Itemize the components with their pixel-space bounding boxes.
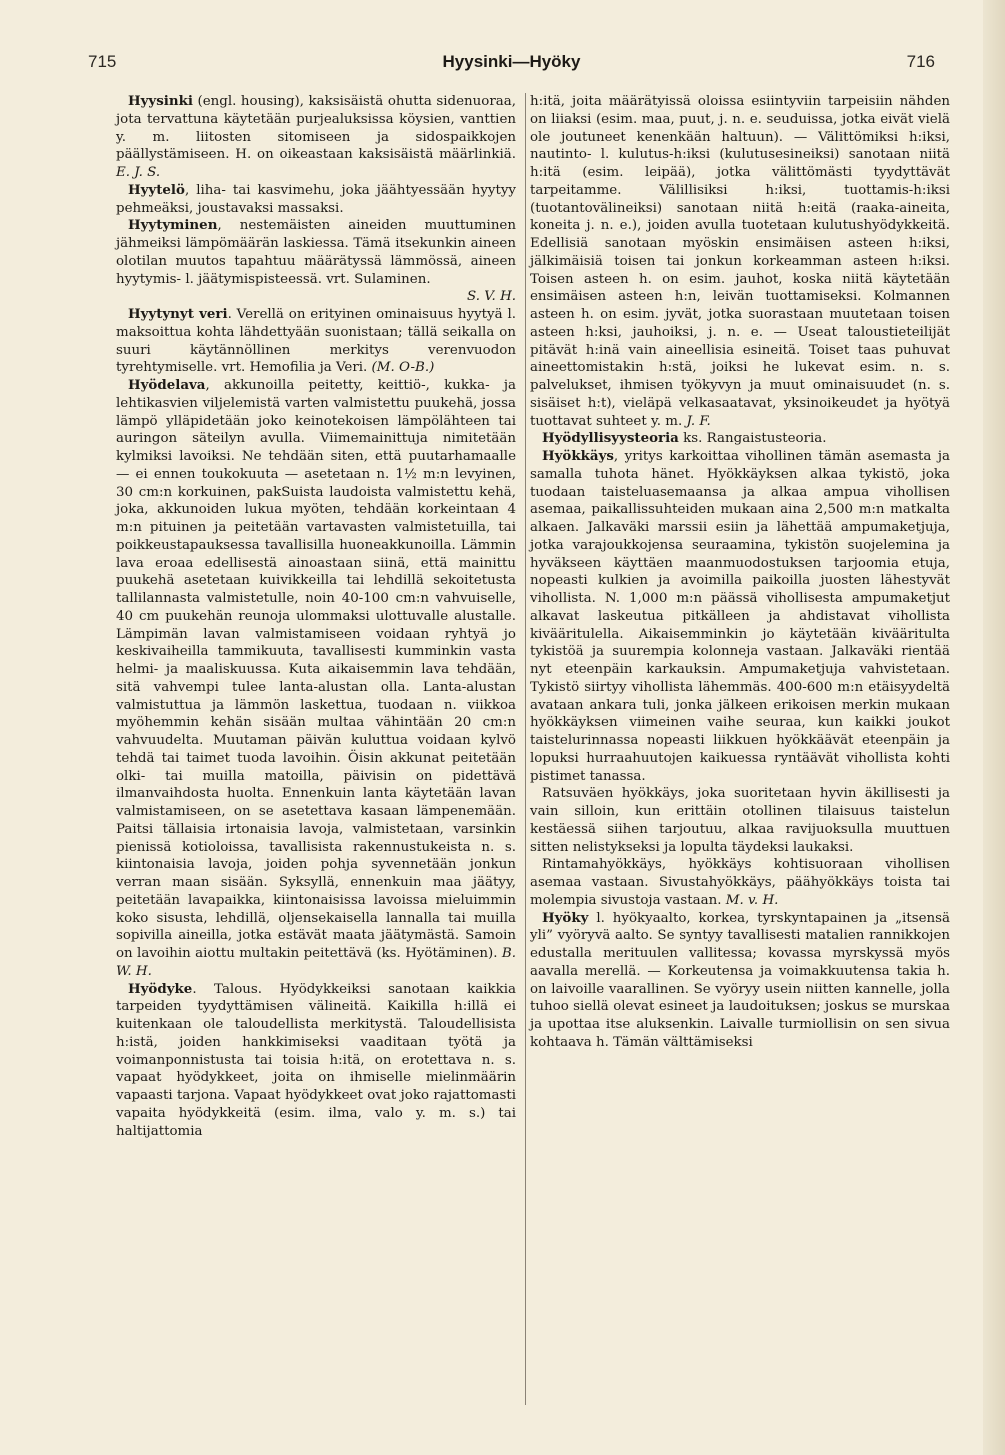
- page-header: [88, 52, 935, 78]
- entry-hyokkays: Hyökkäys, yritys karkoittaa vihollinen tämän asemasta ja samalla tuhota hänet. Hyökkäyksen alkaa tykistö, joka tuodaan taisteluasemaansa ja alkaa ampua vihollisen asemaa, paikallissuhteiden mukaan aina 2,500 m:n matkalta alkaen. Jalkaväki marssii esiin ja lähettää ampumaketjuja, jotka varajoukkojensa seuraamina, tykistön suojelemina ja hyväkseen käyttäen maanmuodostuksen tarjoomia etuja, nopeasti kulkien ja avoimilla paikoilla juosten lähestyvät vihollista. N. 1,000 m:n päässä vihollisesta ampumaketjut alkavat laskeutua pitkälleen ja ahdistavat vihollista kivääritulella. Aikaisemminkin jo käytetään kivääritulta tykistöä ja suurempia kolonneja vastaan. Jalkaväki rientää nyt eteenpäin karkauksin. Ampumaketjuja vahvistetaan. Tykistö siirtyy vihollista lähemmäs. 400-600 m:n etäisyydeltä avataan ankara tuli, jonka jälkeen erikoisen merkin mukaan hyökkäyksen viimeinen vaihe seuraa, kun kaikki joukot taistelurinnassa nopeasti liikkuen hyökkäävät eteenpäin ja lopuksi hurraahuutojen kaikuessa ryntäävät vihollista kohti pistimet tanassa.: [530, 448, 950, 784]
- entry-hyodyke: Hyödyke. Talous. Hyödykkeiksi sanotaan kaikkia tarpeiden tyydyttämisen välineitä. Kaikilla h:illä ei kuitenkaan ole taloudellista merkitystä. Taloudellisista h:istä, joiden hankkimiseksi vaaditaan työtä ja voimanponnistusta tai toisia h:itä, on erotettava n. s. vapaat hyödykkeet, joita on ihmiselle mielinmäärin vapaasti tarjona. Vapaat hyödykkeet ovat joko rajattomasti vapaita hyödykkeitä (esim. ilma, valo y. m. s.) tai haltijattomia: [116, 980, 516, 1139]
- entry-hyodelava: Hyödelava, akkunoilla peitetty, keittiö-, kukka- ja lehtikasvien viljelemistä varten valmistettu puukehä, jossa lämpö ylläpidetään joko keinotekoisen lämpölähteen tai auringon säteilyn avulla. Viimemainittuja nimitetään kylmiksi lavoiksi. Ne tehdään siten, että puutarhamaalle — ei ennen toukokuuta — asetetaan n. 1½ m:n levyinen, 30 cm:n korkuinen, pakSuista laudoista valmistettu kehä, joka, akkunoiden lukua myöten, tehdään korkeintaan 4 m:n pituinen ja peitetään vartavasten valmistetuilla, tai poikkeustapauksessa tavallisilla huoneakkunoilla. Lämmin lava eroaa edellisestä ainoastaan siinä, että mainittu puukehä asetetaan kuivikkeilla tai lehdillä sekoitetusta tallilannasta valmistetulle, noin 40-100 cm:n vahvuiselle, 40 cm puukehän reunoja ulommaksi ulottuvalle alustalle. Lämpimän lavan valmistamiseen voidaan ryhtyä jo keskivaiheilla tammikuuta, tavallisesti kumminkin vasta helmi- ja maaliskuussa. Kuta aikaisemmin lava tehdään, sitä vahvempi tulee lanta-alustan olla. Lanta-alustan valmistuttua ja lämmön laskettua, tuodaan n. viikkoa myöhemmin kehän sisään multaa vähintään 20 cm:n vahvuudelta. Muutaman päivän kuluttua voidaan kylvö tehdä tai taimet tuoda lavoihin. Öisin akkunat peitetään olki- tai muilla matoilla, päivisin on pidettävä ilmanvaihdosta huolta. Ennenkuin lanta käytetään lavan valmistamiseen, on se asetettava kasaan lämpenemään. Paitsi tällaisia irtonaisia lavoja, valmistetaan, varsinkin pienissä kotioloissa, tavallisista rakennustukeista n. s. kiintonaisia lavoja, joiden pohja syvennetään jonkun verran maan sisään. Syksyllä, ennenkuin maa jäätyy, peitetään lavapaikka, kiintonaisissa lavoissa mieluimmin koko sisusta, lehdillä, oljensekaisella lannalla tai muilla sopivilla aineilla, jotka estävät maata jäätymästä. Samoin on lavoihin aiottu multakin peitettävä (ks. Hyötäminen). B. W. H.: [116, 377, 516, 979]
- entry-hyoky: Hyöky l. hyökyaalto, korkea, tyrskyntapainen ja „itsensä yli” vyöryvä aalto. Se syntyy tavallisesti matalien rannikkojen edustalla merituulen vallitessa; kovassa myrskyssä myös aavalla merellä. — Korkeutensa ja voimakkuutensa takia h. on laivoille vaarallinen. Se vyöryy usein niitten kannelle, jolla tuhoo siellä olevat esineet ja laudoituksen; joskus se murskaa ja upottaa itse aluksenkin. Laivalle turmiollisin on sen sivua kohtaava h. Tämän välttämiseksi: [530, 909, 950, 1050]
- running-title: Hyysinki—Hyöky: [442, 52, 581, 71]
- page-edge: [983, 0, 1005, 1455]
- right-column: [530, 93, 950, 1052]
- entry-ratsuvaen-hyokkays: Ratsuväen hyökkäys, joka suoritetaan hyvin äkillisesti ja vain silloin, kun erittäin otollinen tilaisuus taistelun kestäessä siihen tarjoutuu, alkaa ravijuoksulla muuttuen sitten nelistykseksi ja lopulta täydeksi laukaksi.: [530, 786, 950, 855]
- entry-rintamahyokkays: Rintamahyökkäys, hyökkäys kohtisuoraan vihollisen asemaa vastaan. Sivustahyökkäys, päähyökkäys toista tai molempia sivustoja vastaan. M. v. H.: [530, 857, 950, 908]
- entry-hyytelo: Hyytelö, liha- tai kasvimehu, joka jäähtyessään hyytyy pehmeäksi, joustavaksi massaksi.: [116, 181, 516, 216]
- entry-hyodyllisyysteoria: Hyödyllisyysteoria ks. Rangaistusteoria.: [542, 430, 827, 447]
- page-number-left: 715: [88, 52, 117, 71]
- entry-hyodyke-continued: h:itä, joita määrätyissä oloissa esiintyviin tarpeisiin nähden on liiaksi (esim. maa, puut, j. n. e. seuduissa, jotka eivät vielä ole joutuneet kenenkään haltuun). — Välittömiksi h:iksi, nautinto- l. kulutus-h:iksi (kulutusesineiksi) sanotaan niitä h:itä (esim. leipää), jotka välittömästi tyydyttävät tarpeitamme. Välillisiksi h:iksi, tuottamis-h:iksi (tuotantovälineiksi) sanotaan niitä h:eitä (raaka-aineita, koneita j. n. e.), joiden avulla tuotetaan kulutushyödykkeitä. Edellisiä sanotaan myöskin ensimäisen asteen h:iksi, jälkimäisiä toisen tai jonkun korkeamman asteen h:iksi. Toisen asteen h. on esim. jauhot, koska niitä käytetään ensimäisen asteen h:n, leivän tuottamiseksi. Kolmannen asteen h. on esim. jyvät, jotka suorastaan muutetaan toisen asteen h:ksi, jauhoiksi, j. n. e. — Useat taloustieteilijät pitävät h:inä vain aineellisia esineitä. Toiset taas puhuvat aineettomistakin h:stä, joiksi he lukevat esim. n. s. palvelukset, ihmisen työkyvyn ja muut ominaisuudet (n. s. sisäiset h:t), vieläpä velkasaatavat, yksinoikeudet ja hyötyä tuottavat suhteet y. m. J. F.: [530, 94, 950, 429]
- column-divider: [525, 93, 526, 1405]
- page-number-right: 716: [906, 52, 935, 71]
- left-column: [116, 93, 516, 1140]
- entry-hyysinki: Hyysinki (engl. housing), kaksisäistä ohutta sidenuoraa, jota tervattuna käytetään purjealuksissa köysien, vanttien y. m. liitosten sitomiseen ja sidospaikkojen päällystämiseen. H. on oikeastaan kaksisäistä määrlinkiä. E. J. S.: [116, 93, 516, 180]
- entry-hyytynyt-veri: Hyytynyt veri. Verellä on erityinen ominaisuus hyytyä l. maksoittua kohta lähdettyään suonistaan; tällä seikalla on suuri käytännöllinen merkitys verenvuodon tyrehtymiselle. vrt. Hemofilia ja Veri. (M. O-B.): [116, 306, 516, 376]
- entry-hyytyminen: Hyytyminen, nestemäisten aineiden muuttuminen jähmeiksi lämpömäärän laskiessa. Tämä itsekunkin aineen olotilan muutos tapahtuu määrätyssä lämmössä, aineen hyytymis- l. jäätymispisteessä. vrt. Sulaminen.: [116, 217, 516, 287]
- signature: S. V. H.: [467, 289, 516, 305]
